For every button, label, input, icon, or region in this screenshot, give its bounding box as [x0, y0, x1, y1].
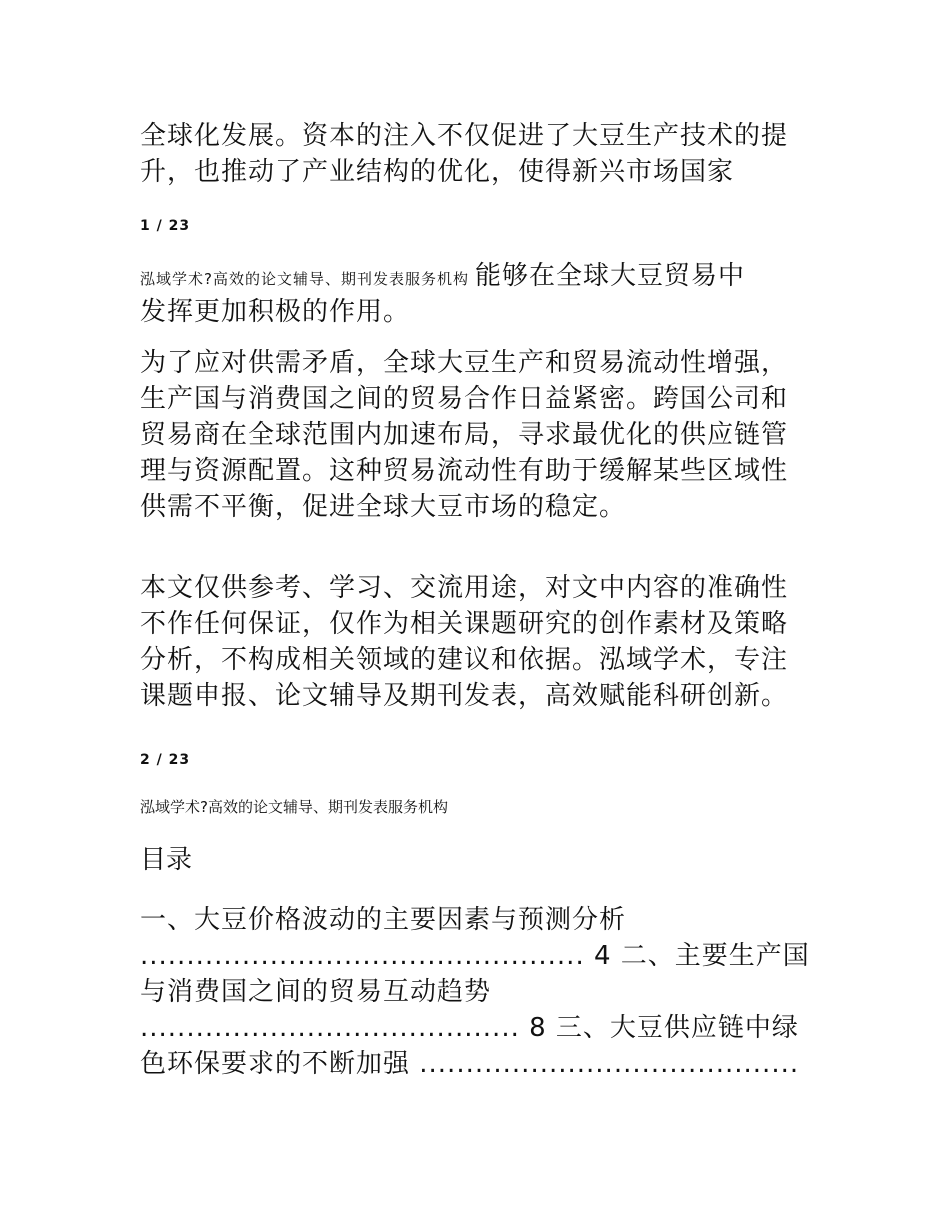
- text-line: 全球化发展。资本的注入不仅促进了大豆生产技术的提: [140, 121, 789, 151]
- text-line: 分析，不构成相关领域的建议和依据。泓域学术，专注: [140, 645, 789, 675]
- text-line: 供需不平衡，促进全球大豆市场的稳定。: [140, 492, 627, 522]
- toc-line[interactable]: 与消费国之间的贸易互动趋势: [140, 977, 492, 1007]
- text-line: 升，也推动了产业结构的优化，使得新兴市场国家: [140, 157, 735, 187]
- paragraph-continuation: [140, 258, 820, 330]
- text-line: 本文仅供参考、学习、交流用途，对文中内容的准确性: [140, 573, 789, 603]
- text-line: 为了应对供需矛盾，全球大豆生产和贸易流动性增强，: [140, 348, 789, 378]
- toc-line[interactable]: ......................................... 8 三、大豆供应链中绿: [140, 1013, 799, 1043]
- toc-line[interactable]: ................................................ 4 二、主要生产国: [140, 941, 810, 971]
- continuation-text: 能够在全球大豆贸易中: [474, 261, 745, 291]
- page-number-1: 1 / 23: [140, 218, 191, 234]
- paragraph-disclaimer: [140, 570, 820, 714]
- text-line: [140, 258, 820, 294]
- paragraph-capital-globalization: [140, 118, 820, 190]
- text-line: 课题申报、论文辅导及期刊发表，高效赋能科研创新。: [140, 681, 789, 711]
- text-line: 贸易商在全球范围内加速布局，寻求最优化的供应链管: [140, 420, 789, 450]
- toc-line[interactable]: 一、大豆价格波动的主要因素与预测分析: [140, 905, 627, 935]
- paragraph-trade-liquidity: [140, 345, 820, 525]
- table-of-contents: [140, 902, 820, 1082]
- page-header: 泓域学术?高效的论文辅导、期刊发表服务机构: [140, 270, 469, 288]
- page-header: 泓域学术?高效的论文辅导、期刊发表服务机构: [140, 798, 448, 816]
- text-line: 理与资源配置。这种贸易流动性有助于缓解某些区域性: [140, 456, 789, 486]
- page-number-2: 2 / 23: [140, 752, 191, 768]
- toc-line[interactable]: 色环保要求的不断加强 .........................................: [140, 1049, 800, 1079]
- text-line: 生产国与消费国之间的贸易合作日益紧密。跨国公司和: [140, 384, 789, 414]
- text-line: 发挥更加积极的作用。: [140, 297, 411, 327]
- toc-title: 目录: [140, 845, 193, 875]
- text-line: 不作任何保证，仅作为相关课题研究的创作素材及策略: [140, 609, 789, 639]
